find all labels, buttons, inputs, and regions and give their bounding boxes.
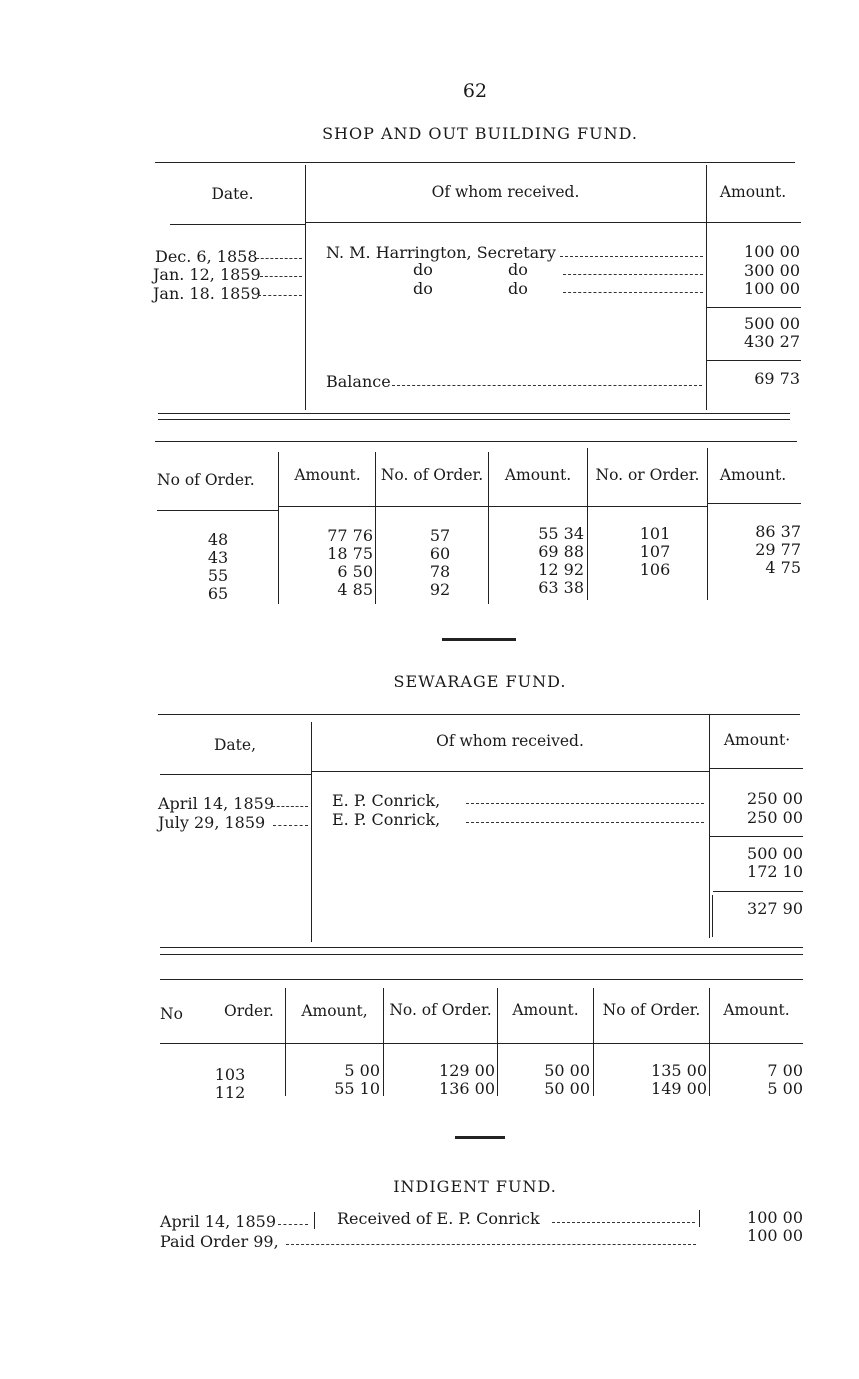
indigent-row-label: Paid Order 99, [160, 1232, 279, 1251]
sewarage-received-header: Of whom received. [436, 732, 584, 750]
shop-received-header: Of whom received. [431, 183, 580, 201]
shop-order-amount: 55 34 [538, 524, 584, 543]
section-divider [455, 1136, 505, 1139]
shop-row-received-b: do [508, 279, 528, 298]
shop-orders-header-1: No of Order. [157, 471, 255, 489]
shop-order-amount: 4 75 [765, 558, 801, 577]
sewarage-row-received: E. P. Conrick, [332, 791, 441, 810]
shop-orders-header-4: Amount. [504, 466, 572, 484]
sewarage-order-no: 136 00 [439, 1079, 495, 1098]
shop-order-no: 65 [207, 584, 229, 603]
sewarage-total: 500 00 [747, 844, 803, 863]
sewarage-orders-header-order: Order. [224, 1002, 274, 1020]
shop-order-no: 55 [207, 566, 229, 585]
indigent-row-date: April 14, 1859 [160, 1212, 277, 1231]
sewarage-order-no: 112 [214, 1083, 246, 1102]
shop-row-amount: 100 00 [744, 279, 800, 298]
indigent-row-amount: 100 00 [747, 1226, 803, 1245]
shop-order-amount: 18 75 [327, 544, 373, 563]
shop-orders-header-2: Amount. [294, 466, 361, 484]
shop-order-no: 48 [207, 530, 229, 549]
sewarage-order-amount: 7 00 [767, 1061, 803, 1080]
shop-balance: 69 73 [754, 369, 800, 388]
indigent-row-received: Received of E. P. Conrick [337, 1209, 540, 1228]
sewarage-orders-header-order-3: No of Order. [602, 1001, 701, 1019]
sewarage-order-amount: 55 10 [334, 1079, 380, 1098]
sewarage-date-header: Date, [214, 736, 256, 754]
shop-total: 500 00 [744, 314, 800, 333]
sewarage-row-amount: 250 00 [747, 789, 803, 808]
indigent-fund-title: INDIGENT FUND. [393, 1177, 557, 1196]
shop-amount-header: Amount. [719, 183, 787, 201]
shop-order-amount: 12 92 [538, 560, 584, 579]
shop-order-no: 60 [429, 544, 451, 563]
shop-balance-label: Balance [326, 372, 391, 391]
shop-order-amount: 86 37 [755, 522, 801, 541]
shop-row-received: N. M. Harrington, Secretary [326, 243, 556, 262]
shop-orders-header-6: Amount. [719, 466, 787, 484]
sewarage-row-amount: 250 00 [747, 808, 803, 827]
shop-order-no: 92 [429, 580, 451, 599]
section-divider [442, 638, 516, 641]
shop-fund-title: SHOP AND OUT BUILDING FUND. [322, 124, 638, 143]
shop-order-no: 43 [207, 548, 229, 567]
sewarage-row-date: July 29, 1859 [158, 813, 266, 832]
sewarage-row-date: April 14, 1859 [158, 794, 275, 813]
shop-order-amount: 69 88 [538, 542, 584, 561]
sewarage-amount-header: Amount· [723, 731, 791, 749]
shop-order-no: 101 [639, 524, 671, 543]
sewarage-orders-header-no: No [160, 1005, 183, 1023]
sewarage-orders-header-order-2: No. of Order. [389, 1001, 492, 1019]
sewarage-orders-header-amount: Amount, [301, 1002, 368, 1020]
shop-row-received-a: do [413, 279, 433, 298]
shop-paid: 430 27 [744, 332, 800, 351]
shop-row-date: Jan. 18. 1859 [153, 284, 261, 303]
sewarage-order-no: 149 00 [651, 1079, 707, 1098]
shop-order-amount: 4 85 [337, 580, 373, 599]
shop-row-amount: 300 00 [744, 261, 800, 280]
shop-order-no: 107 [639, 542, 671, 561]
sewarage-order-amount: 50 00 [544, 1079, 590, 1098]
indigent-row-amount: 100 00 [747, 1208, 803, 1227]
sewarage-order-amount: 5 00 [767, 1079, 803, 1098]
sewarage-order-no: 103 [214, 1065, 246, 1084]
shop-order-amount: 77 76 [327, 526, 373, 545]
shop-row-received-b: do [508, 260, 528, 279]
sewarage-row-received: E. P. Conrick, [332, 810, 441, 829]
shop-order-no: 57 [429, 526, 451, 545]
shop-row-date: Dec. 6, 1858 [155, 247, 258, 266]
shop-order-no: 78 [429, 562, 451, 581]
sewarage-order-amount: 50 00 [544, 1061, 590, 1080]
shop-order-amount: 6 50 [337, 562, 373, 581]
sewarage-fund-title: SEWARAGE FUND. [393, 672, 567, 691]
shop-order-amount: 63 38 [538, 578, 584, 597]
shop-order-amount: 29 77 [755, 540, 801, 559]
page-number: 62 [462, 80, 488, 102]
shop-date-header: Date. [211, 185, 254, 203]
sewarage-orders-header-amount-3: Amount. [723, 1001, 790, 1019]
sewarage-order-no: 129 00 [439, 1061, 495, 1080]
sewarage-paid: 172 10 [747, 862, 803, 881]
shop-row-amount: 100 00 [744, 242, 800, 261]
shop-order-no: 106 [639, 560, 671, 579]
sewarage-orders-header-amount-2: Amount. [512, 1001, 579, 1019]
shop-orders-header-5: No. or Order. [595, 466, 700, 484]
shop-row-received-a: do [413, 260, 433, 279]
sewarage-order-no: 135 00 [651, 1061, 707, 1080]
shop-orders-header-3: No. of Order. [380, 466, 484, 484]
sewarage-balance: 327 90 [747, 899, 803, 918]
shop-row-date: Jan. 12, 1859 [153, 265, 261, 284]
sewarage-order-amount: 5 00 [344, 1061, 380, 1080]
